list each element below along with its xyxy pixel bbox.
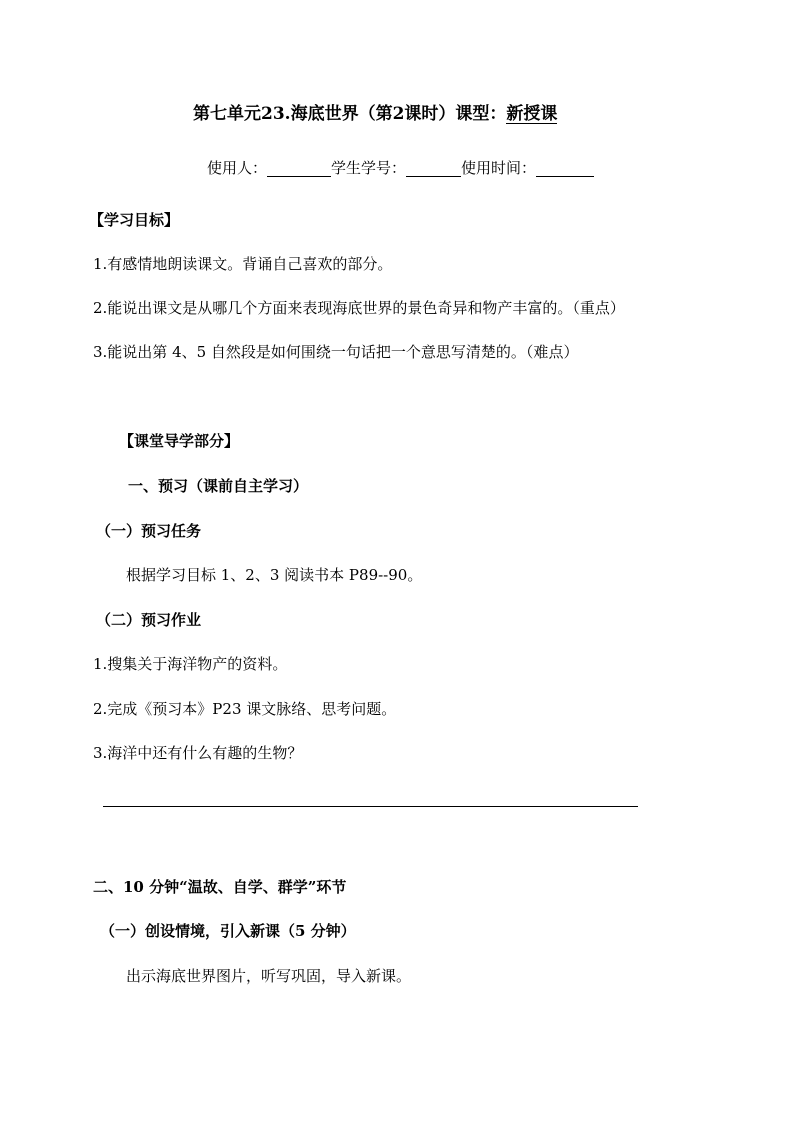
answer-line: [103, 806, 638, 807]
student-id-label: 学生学号：: [331, 159, 407, 177]
page-title: [193, 106, 557, 124]
homework-item: 1.搜集关于海洋物产的资料。: [93, 655, 288, 673]
objectives-heading: 【学习目标】: [89, 211, 180, 229]
objective-item: 2.能说出课文是从哪几个方面来表现海底世界的景色奇异和物产丰富的。（重点）: [93, 299, 625, 317]
objective-item: 1.有感情地朗读课文。背诵自己喜欢的部分。: [93, 255, 393, 273]
lesson-type-value: 新授课: [506, 104, 558, 124]
sub1-text: 出示海底世界图片，听写巩固，导入新课。: [126, 967, 412, 985]
homework-title: （二）预习作业: [96, 611, 202, 629]
objective-item: 3.能说出第 4、5 自然段是如何围绕一句话把一个意思写清楚的。（难点）: [93, 343, 579, 361]
title-main: 第七单元23.海底世界（第2课时）课型：: [193, 104, 507, 124]
user-blank: [267, 161, 331, 177]
homework-item: 2.完成《预习本》P23 课文脉络、思考问题。: [93, 700, 397, 718]
task-text: 根据学习目标 1、2、3 阅读书本 P89--90。: [126, 566, 423, 584]
info-line: [207, 161, 594, 177]
homework-item: 3.海洋中还有什么有趣的生物？: [93, 744, 303, 762]
user-label: 使用人：: [207, 159, 268, 177]
sub1-title: （一）创设情境，引入新课（5 分钟）: [100, 922, 356, 940]
task-title: （一）预习任务: [96, 522, 202, 540]
section2-title: 二、10 分钟“温故、自学、群学”环节: [93, 878, 347, 896]
section1-title: 一、预习（课前自主学习）: [128, 477, 309, 495]
student-id-blank: [406, 161, 461, 177]
use-time-blank: [536, 161, 594, 177]
guide-heading: 【课堂导学部分】: [119, 432, 240, 450]
use-time-label: 使用时间：: [461, 159, 537, 177]
